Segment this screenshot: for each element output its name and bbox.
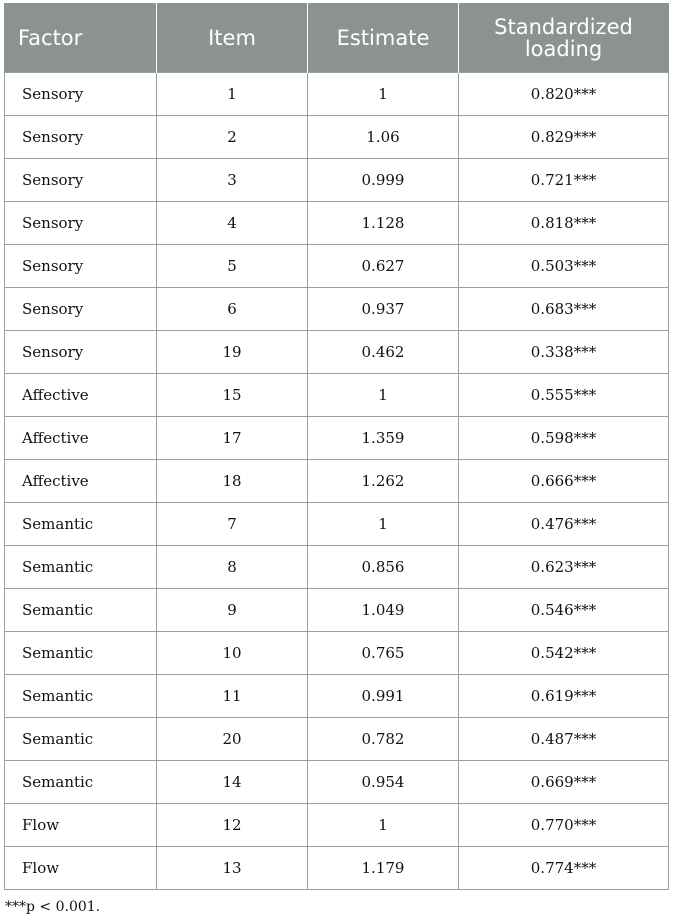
cell-factor: Semantic [5,675,157,718]
cell-estimate: 0.856 [308,546,459,589]
header-standardized-loading: Standardized loading [459,3,669,73]
cell-estimate: 1.049 [308,589,459,632]
cell-factor: Sensory [5,202,157,245]
table-row [5,288,669,331]
cell-standardized-loading: 0.338*** [459,331,669,374]
factor-loadings-table [4,3,669,890]
header-row [5,3,669,73]
cell-standardized-loading: 0.829*** [459,116,669,159]
cell-standardized-loading: 0.619*** [459,675,669,718]
cell-item: 4 [157,202,308,245]
table-row [5,718,669,761]
cell-factor: Semantic [5,718,157,761]
table-row [5,374,669,417]
header-item: Item [157,3,308,73]
cell-estimate: 0.937 [308,288,459,331]
cell-item: 1 [157,73,308,116]
cell-factor: Semantic [5,632,157,675]
cell-item: 2 [157,116,308,159]
table-row [5,546,669,589]
cell-estimate: 1.359 [308,417,459,460]
cell-factor: Sensory [5,159,157,202]
cell-factor: Sensory [5,331,157,374]
cell-item: 10 [157,632,308,675]
cell-factor: Sensory [5,73,157,116]
table-row [5,804,669,847]
cell-standardized-loading: 0.623*** [459,546,669,589]
cell-factor: Affective [5,417,157,460]
cell-estimate: 1 [308,73,459,116]
header-estimate: Estimate [308,3,459,73]
cell-item: 19 [157,331,308,374]
table-row [5,245,669,288]
cell-factor: Flow [5,804,157,847]
cell-standardized-loading: 0.683*** [459,288,669,331]
table-row [5,73,669,116]
table-row [5,589,669,632]
table-body [5,73,669,890]
cell-factor: Semantic [5,546,157,589]
cell-item: 3 [157,159,308,202]
cell-factor: Flow [5,847,157,890]
cell-standardized-loading: 0.487*** [459,718,669,761]
cell-factor: Sensory [5,245,157,288]
cell-item: 5 [157,245,308,288]
cell-item: 18 [157,460,308,503]
cell-item: 20 [157,718,308,761]
cell-standardized-loading: 0.721*** [459,159,669,202]
cell-estimate: 1.179 [308,847,459,890]
table-row [5,116,669,159]
cell-item: 9 [157,589,308,632]
cell-item: 17 [157,417,308,460]
cell-standardized-loading: 0.820*** [459,73,669,116]
cell-estimate: 1 [308,804,459,847]
cell-factor: Sensory [5,288,157,331]
cell-factor: Affective [5,374,157,417]
table-row [5,159,669,202]
cell-standardized-loading: 0.770*** [459,804,669,847]
cell-standardized-loading: 0.476*** [459,503,669,546]
cell-estimate: 0.765 [308,632,459,675]
cell-standardized-loading: 0.774*** [459,847,669,890]
cell-estimate: 1.06 [308,116,459,159]
cell-standardized-loading: 0.818*** [459,202,669,245]
table-row [5,202,669,245]
cell-item: 13 [157,847,308,890]
cell-estimate: 0.991 [308,675,459,718]
cell-factor: Affective [5,460,157,503]
cell-standardized-loading: 0.666*** [459,460,669,503]
cell-standardized-loading: 0.598*** [459,417,669,460]
cell-standardized-loading: 0.546*** [459,589,669,632]
table-row [5,847,669,890]
cell-standardized-loading: 0.669*** [459,761,669,804]
cell-item: 12 [157,804,308,847]
cell-item: 6 [157,288,308,331]
cell-standardized-loading: 0.503*** [459,245,669,288]
cell-estimate: 0.954 [308,761,459,804]
cell-estimate: 0.782 [308,718,459,761]
cell-item: 11 [157,675,308,718]
cell-estimate: 1.128 [308,202,459,245]
table-header [5,3,669,73]
cell-estimate: 0.462 [308,331,459,374]
cell-factor: Semantic [5,503,157,546]
cell-factor: Semantic [5,761,157,804]
table-row [5,632,669,675]
cell-item: 14 [157,761,308,804]
table-row [5,503,669,546]
cell-estimate: 1 [308,503,459,546]
significance-footnote: ***p < 0.001. [5,899,101,915]
cell-estimate: 0.999 [308,159,459,202]
cell-item: 15 [157,374,308,417]
table-row [5,417,669,460]
cell-estimate: 1 [308,374,459,417]
header-factor: Factor [5,3,157,73]
cell-standardized-loading: 0.542*** [459,632,669,675]
cell-estimate: 1.262 [308,460,459,503]
cell-factor: Sensory [5,116,157,159]
cell-estimate: 0.627 [308,245,459,288]
table-row [5,460,669,503]
cell-item: 7 [157,503,308,546]
table-row [5,761,669,804]
cell-standardized-loading: 0.555*** [459,374,669,417]
cell-item: 8 [157,546,308,589]
table-row [5,331,669,374]
table-row [5,675,669,718]
cell-factor: Semantic [5,589,157,632]
